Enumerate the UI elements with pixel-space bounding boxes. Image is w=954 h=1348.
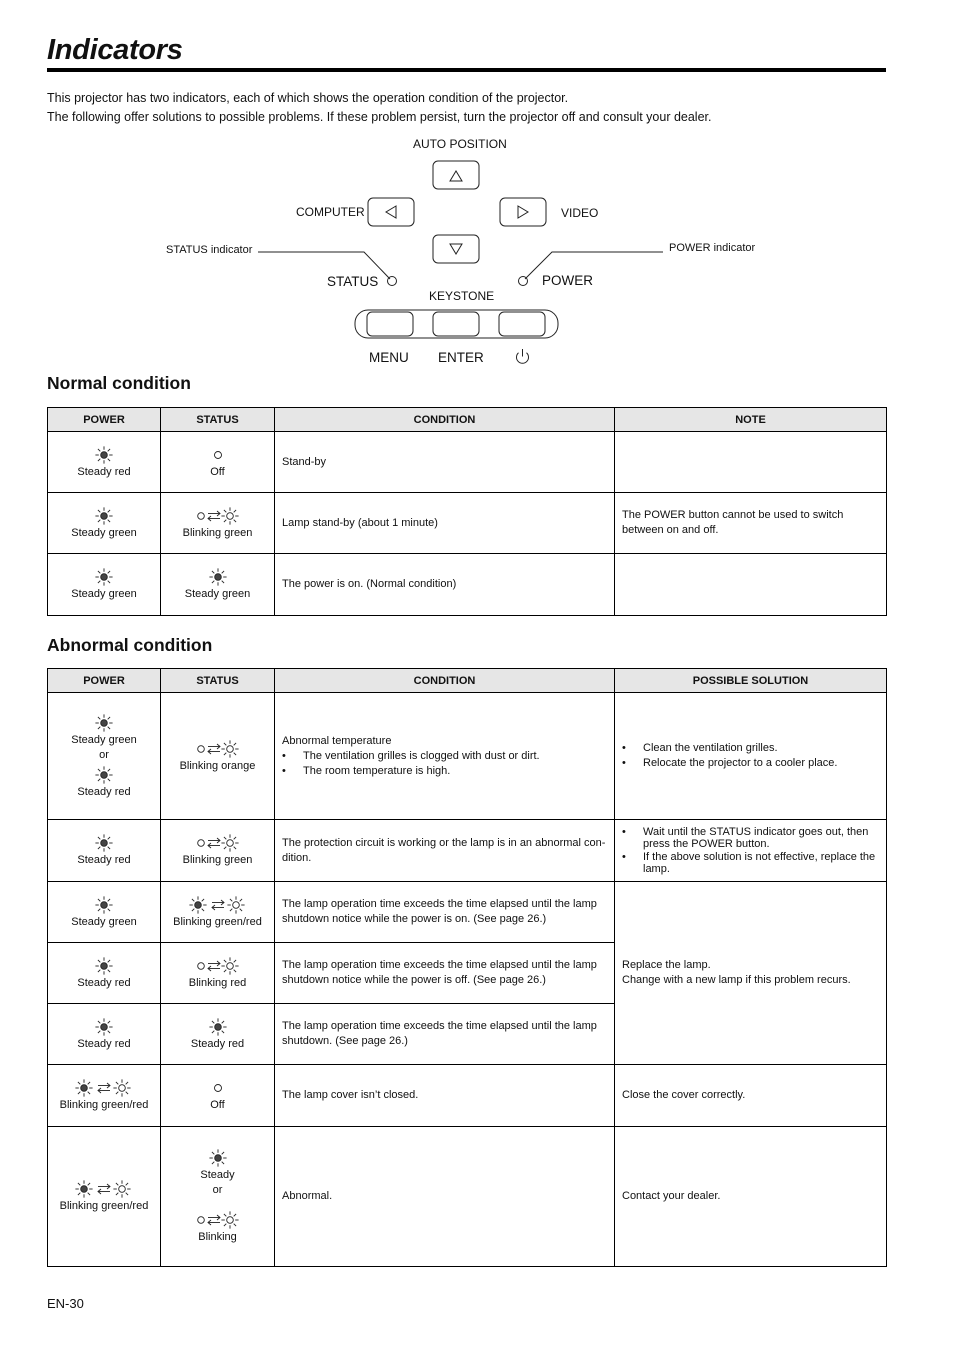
condition-text: Abnormal temperature — [282, 734, 392, 747]
right-arrow-icon — [518, 206, 528, 218]
status-label: STATUS — [327, 274, 379, 289]
table-row — [48, 493, 887, 554]
table-row — [48, 820, 887, 882]
solution-cell — [615, 1065, 887, 1127]
status-cell — [161, 1004, 275, 1065]
menu-label: MENU — [369, 350, 409, 365]
status-cell — [161, 943, 275, 1004]
indicator-label: Off — [210, 465, 225, 478]
condition-text: The lamp operation time exceeds the time elapsed until the lamp — [282, 898, 597, 910]
table-row — [48, 432, 887, 493]
indicator-label: Steady — [200, 1169, 235, 1181]
power-cell — [48, 493, 161, 554]
power-button[interactable] — [499, 312, 545, 336]
list-item: • Relocate the projector to a cooler place. — [622, 756, 879, 771]
title-rule — [47, 68, 886, 72]
indicator-label: Steady green — [71, 915, 137, 928]
abnormal-condition-heading: Abnormal condition — [47, 635, 213, 655]
table-row — [48, 693, 887, 820]
steady-light-icon — [93, 1017, 115, 1037]
bottom-button-bar — [355, 310, 558, 338]
up-arrow-icon — [450, 171, 462, 181]
solution-text: Contact your dealer. — [622, 1190, 721, 1202]
list-item: • Clean the ventilation grilles. — [622, 741, 879, 756]
computer-button[interactable] — [368, 198, 414, 226]
power-cell — [48, 432, 161, 493]
status-cell — [161, 432, 275, 493]
enter-label: ENTER — [438, 350, 484, 365]
keystone-button[interactable] — [433, 235, 479, 263]
indicator-label: Blinking green/red — [59, 1200, 149, 1212]
or-text: or — [99, 748, 109, 761]
note-cell — [615, 432, 887, 493]
blinking-light-icon — [195, 739, 241, 759]
condition-text: The lamp operation time exceeds the time elapsed until the lamp — [282, 1020, 597, 1032]
indicator-label: Blinking — [198, 1231, 237, 1243]
indicator-label: Steady red — [77, 465, 131, 478]
page-number: EN-30 — [47, 1296, 84, 1311]
alternating-light-icon — [188, 895, 248, 915]
left-arrow-icon — [386, 206, 396, 218]
condition-cell — [275, 493, 615, 554]
condition-text: shutdown. (See page 26.) — [282, 1035, 408, 1047]
indicator-label: Blinking green/red — [59, 1099, 149, 1111]
table-row — [48, 1127, 887, 1267]
solution-cell — [615, 820, 887, 882]
indicator-label: Steady red — [190, 1037, 245, 1050]
condition-cell — [275, 554, 615, 616]
column-header-power: POWER — [48, 669, 161, 693]
intro-line-2: The following offer solutions to possible problems. If these problem persist, turn the projector off and consult your dealer. — [47, 110, 712, 124]
blinking-light-icon — [195, 956, 241, 976]
indicator-label: Off — [210, 1099, 225, 1111]
indicator-label: Blinking orange — [179, 759, 256, 772]
column-header-status: STATUS — [161, 669, 275, 693]
or-text: or — [212, 1184, 223, 1196]
condition-cell — [275, 943, 615, 1004]
indicator-label: Blinking red — [188, 976, 247, 989]
steady-light-icon — [93, 895, 115, 915]
table-row — [48, 882, 887, 943]
status-cell — [161, 820, 275, 882]
auto-position-label: AUTO POSITION — [413, 137, 507, 151]
indicator-label: Steady green — [184, 588, 251, 600]
indicator-label: Steady red — [77, 976, 131, 989]
control-panel-drawing — [0, 130, 954, 370]
light-off-icon — [207, 445, 229, 465]
steady-light-icon — [93, 506, 115, 526]
condition-cell — [275, 1065, 615, 1127]
column-header-solution: POSSIBLE SOLUTION — [615, 669, 887, 693]
indicator-label: Steady red — [77, 854, 131, 866]
abnormal-condition-table — [47, 668, 887, 1267]
steady-light-icon — [207, 567, 229, 587]
solution-list — [622, 741, 879, 771]
normal-condition-table — [47, 407, 887, 616]
condition-text: The power is on. (Normal condition) — [282, 578, 457, 590]
page-title: Indicators — [47, 34, 183, 66]
note-text: between on and off. — [622, 524, 719, 536]
indicator-label: Blinking green/red — [173, 915, 262, 928]
steady-light-icon — [207, 1148, 229, 1168]
condition-cell — [275, 693, 615, 820]
power-cell — [48, 1004, 161, 1065]
status-cell — [161, 1065, 275, 1127]
condition-text: dition. — [282, 851, 312, 864]
condition-text: Lamp stand-by (about 1 minute) — [282, 516, 438, 529]
indicator-label: Blinking green — [182, 526, 253, 539]
power-cell — [48, 1127, 161, 1267]
steady-light-icon — [93, 445, 115, 465]
status-cell — [161, 693, 275, 820]
solution-list — [622, 826, 879, 876]
note-text: The POWER button cannot be used to switch — [622, 509, 844, 521]
video-label: VIDEO — [561, 206, 599, 220]
note-cell — [615, 554, 887, 616]
steady-light-icon — [93, 833, 115, 853]
keystone-label: KEYSTONE — [429, 289, 495, 303]
solution-text: Change with a new lamp if this problem recurs. — [622, 974, 851, 986]
status-cell — [161, 493, 275, 554]
solution-cell — [615, 693, 887, 820]
condition-text: The lamp operation time exceeds the time elapsed until the lamp — [282, 959, 597, 971]
column-header-power: POWER — [48, 408, 161, 432]
status-indicator-label: STATUS indicator — [166, 244, 253, 256]
power-cell — [48, 943, 161, 1004]
control-panel-diagram — [0, 130, 954, 370]
condition-text: Abnormal. — [282, 1190, 333, 1202]
normal-condition-heading: Normal condition — [47, 373, 191, 393]
power-cell — [48, 554, 161, 616]
menu-button[interactable] — [367, 312, 413, 336]
indicator-label: Steady red — [77, 1037, 131, 1050]
status-cell — [161, 554, 275, 616]
condition-cell — [275, 432, 615, 493]
indicator-label: Steady red — [77, 785, 131, 798]
solution-cell — [615, 1127, 887, 1267]
condition-cell — [275, 882, 615, 943]
note-cell — [615, 493, 887, 554]
steady-light-icon — [93, 765, 115, 785]
alternating-light-icon — [74, 1179, 134, 1199]
intro-line-1: This projector has two indicators, each of which shows the operation condition of the projector. — [47, 91, 569, 105]
blinking-light-icon — [195, 506, 241, 526]
power-symbol-icon — [516, 349, 528, 363]
indicator-label: Blinking green — [182, 854, 253, 866]
condition-cell — [275, 820, 615, 882]
table-row — [48, 554, 887, 616]
enter-button[interactable] — [433, 312, 479, 336]
indicator-label: Steady green — [71, 733, 137, 746]
table-header-row — [48, 669, 887, 693]
power-cell — [48, 882, 161, 943]
column-header-condition: CONDITION — [275, 669, 615, 693]
solution-cell — [615, 882, 887, 1065]
blinking-light-icon — [195, 1210, 241, 1230]
condition-text: Stand-by — [282, 455, 327, 468]
column-header-condition: CONDITION — [275, 408, 615, 432]
power-cell — [48, 820, 161, 882]
table-header-row — [48, 408, 887, 432]
indicator-label: Steady green — [71, 588, 137, 600]
auto-position-button[interactable] — [433, 161, 479, 189]
light-off-icon — [207, 1078, 229, 1098]
condition-list — [282, 749, 607, 779]
table-row — [48, 1065, 887, 1127]
computer-label: COMPUTER — [296, 205, 365, 219]
solution-text: Replace the lamp. — [622, 959, 711, 971]
steady-light-icon — [93, 956, 115, 976]
column-header-status: STATUS — [161, 408, 275, 432]
solution-text: Close the cover correctly. — [622, 1089, 746, 1101]
condition-text: shutdown notice while the power is off. (See page 26.) — [282, 974, 546, 986]
alternating-light-icon — [74, 1078, 134, 1098]
steady-light-icon — [207, 1017, 229, 1037]
power-label: POWER — [542, 273, 594, 288]
steady-light-icon — [93, 713, 115, 733]
list-item: • The ventilation grilles is clogged with dust or dirt. — [282, 749, 607, 764]
list-item: • The room temperature is high. — [282, 764, 607, 779]
list-item: • If the above solution is not effective, replace the lamp. — [622, 851, 879, 876]
blinking-light-icon — [195, 833, 241, 853]
column-header-note: NOTE — [615, 408, 887, 432]
status-cell — [161, 1127, 275, 1267]
condition-cell — [275, 1004, 615, 1065]
steady-light-icon — [93, 567, 115, 587]
power-indicator-label: POWER indicator — [669, 242, 756, 254]
power-cell — [48, 693, 161, 820]
condition-text: The lamp cover isn’t closed. — [282, 1089, 419, 1101]
condition-text: shutdown notice while the power is on. (See page 26.) — [282, 913, 547, 925]
list-item: • Wait until the STATUS indicator goes out, then press the POWER button. — [622, 826, 879, 851]
status-cell — [161, 882, 275, 943]
condition-cell — [275, 1127, 615, 1267]
video-button[interactable] — [500, 198, 546, 226]
down-arrow-icon — [450, 244, 462, 254]
condition-text: The protection circuit is working or the lamp is in an abnormal con- — [282, 836, 606, 849]
indicator-label: Steady green — [71, 526, 137, 539]
power-cell — [48, 1065, 161, 1127]
